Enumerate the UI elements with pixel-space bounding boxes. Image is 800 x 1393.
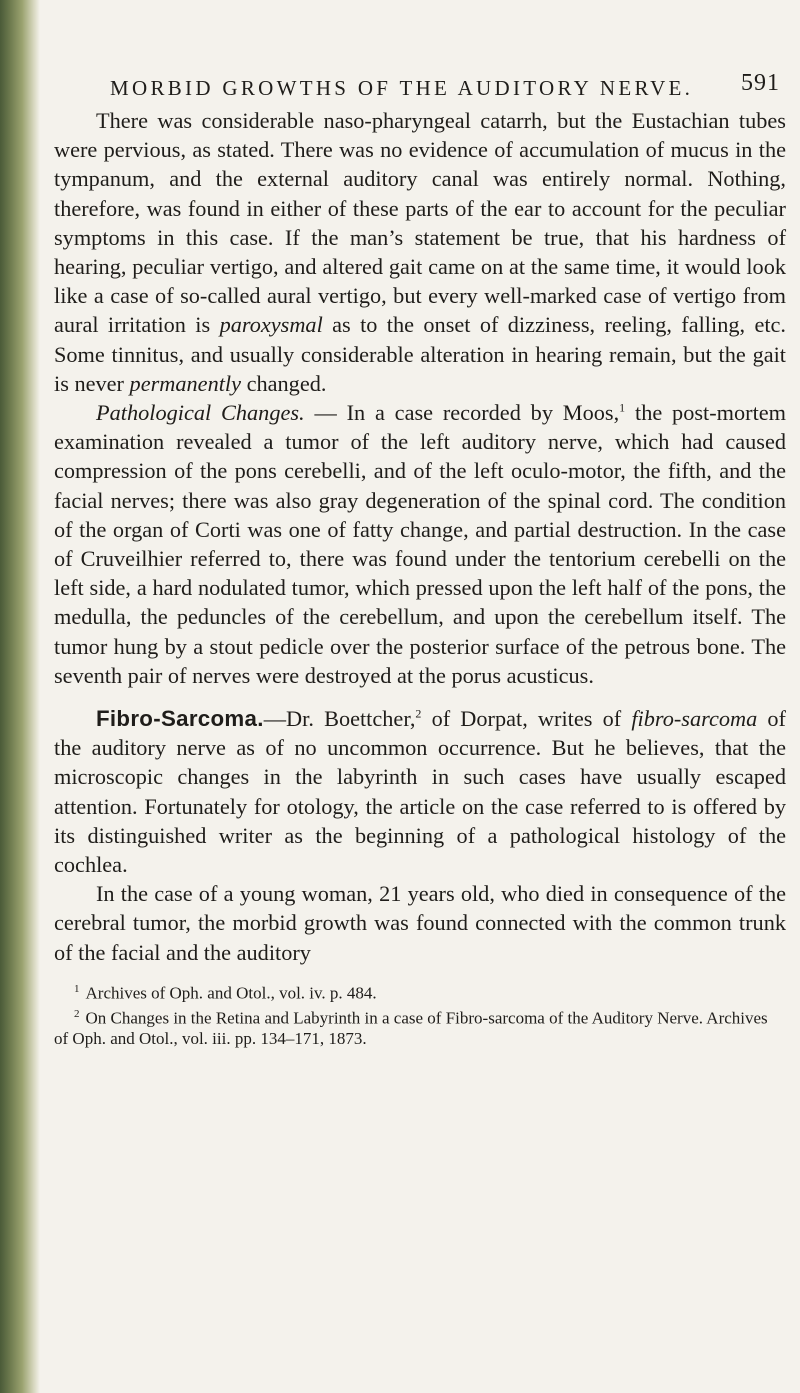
footnote-text: On Changes in the Retina and Labyrinth in a case of Fibro-sarcoma of the Auditory Nerve. Archives of Oph. and Otol., vol. iii. pp. 134–171, 1873.	[54, 1008, 768, 1049]
footnote	[54, 979, 786, 1004]
paragraph-catarrh	[54, 106, 786, 398]
book-spine-shadow	[0, 0, 40, 1393]
paragraph-text: — In a case recorded by Moos,	[304, 400, 620, 426]
emphasis-permanently: permanently	[129, 370, 241, 396]
footnote-ref: 1	[619, 400, 626, 415]
paragraph-fibro-sarcoma	[54, 704, 786, 879]
paragraph-text: the post-mortem examination revealed a tumor of the left auditory nerve, which had caused compression of the pons cerebelli, and of the left oculo-motor, the fifth, and the facial nerves; there was also gray degeneration of the spinal cord. The condition of the organ of Corti was one of fatty change, and partial destruction. In the case of Cruveilhier referred to, there was found under the tentorium cerebelli on the left side, a hard nodulated tumor, which pressed upon the left half of the pons, the medulla, the peduncles of the cerebellum, and upon the cerebellum itself. The tumor hung by a stout pedicle over the posterior surface of the petrous bone. The seventh pair of nerves were destroyed at the porus acusticus.	[54, 400, 786, 688]
body-text	[54, 106, 786, 967]
paragraph-text: as to the onset of dizziness, reeling, falling, etc. Some tinnitus, and usually considerable alteration in hearing remain, but the gait is never	[54, 312, 786, 396]
paragraph-text: changed.	[246, 370, 327, 396]
paragraph-pathological-changes	[54, 398, 786, 690]
paragraph-text: In the case of a young woman, 21 years old, who died in consequence of the cerebral tumor, the morbid growth was found connected with the common trunk of the facial and the auditory	[54, 881, 786, 965]
emphasis-paroxysmal: paroxysmal	[219, 312, 323, 338]
paragraph-young-woman	[54, 879, 786, 967]
paragraph-text: There was considerable naso-pharyngeal catarrh, but the Eustachian tubes were pervious, as stated. There was no evidence of accumulation of mucus in the tympanum, and the external auditory canal was entirely normal. Nothing, therefore, was found in either of these parts of the ear to account for the peculiar symptoms in this case. If the man’s statement be true, that his hardness of hearing, peculiar vertigo, and altered gait came on at the same time, it would look like a case of so-called aural vertigo, but every well-marked case of vertigo from aural irritation is	[54, 108, 786, 338]
footnote-mark: 1	[74, 982, 80, 995]
footnote-text: Archives of Oph. and Otol., vol. iv. p. 484.	[85, 983, 377, 1003]
section-heading: Fibro-Sarcoma.	[96, 706, 264, 732]
running-title: MORBID GROWTHS OF THE AUDITORY NERVE.	[110, 76, 694, 100]
footnote	[54, 1004, 786, 1050]
page-number: 591	[741, 70, 780, 96]
emphasis-fibro-sarcoma: fibro-sarcoma	[631, 706, 758, 732]
footnote-mark: 2	[74, 1007, 80, 1020]
paragraph-text: of the auditory nerve as of no uncommon occurrence. But he believes, that the microscopic changes in the labyrinth in such cases have usually escaped attention. Fortunately for otology, the article on the case referred to is offered by its distinguished writer as the beginning of a pathological histology of the cochlea.	[54, 706, 786, 878]
paragraph-text: of Dorpat, writes of	[421, 706, 622, 732]
footnote-ref: 2	[415, 706, 422, 721]
running-header	[54, 64, 786, 104]
footnotes	[54, 979, 786, 1049]
subsection-heading: Pathological Changes.	[96, 400, 305, 426]
book-page	[54, 64, 786, 1049]
paragraph-text: —Dr. Boettcher,	[263, 706, 416, 732]
